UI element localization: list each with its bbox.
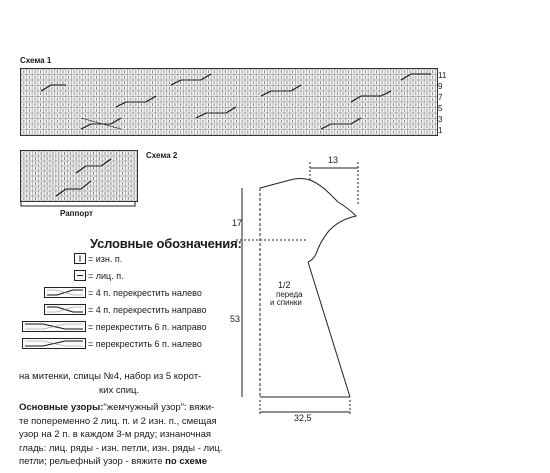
legend-item-label: = лиц. п.: [88, 270, 124, 281]
text-bold: по схеме: [165, 456, 208, 467]
dimension-width: 32,5: [294, 413, 312, 423]
armhole-curve: [308, 180, 356, 262]
text-line: ких спиц.: [99, 384, 140, 396]
knit-symbol-icon: [74, 270, 86, 281]
text-line: узор на 2 п. в каждом 3-м ряду; изнаночная: [19, 429, 212, 440]
dimension-top: 13: [328, 155, 339, 165]
legend-item-label: = 4 п. перекрестить направо: [88, 304, 207, 315]
purl-symbol-icon: [74, 253, 86, 264]
text-line: [19, 401, 229, 415]
scheme2-title: Схема 2: [146, 151, 178, 160]
row-number: 5: [438, 104, 443, 113]
legend-item-label: = перекрестить 6 п. налево: [88, 338, 202, 349]
legend-item-label: = перекрестить 6 п. направо: [88, 321, 207, 332]
cable-4-left-icon: [44, 287, 86, 298]
legend-item-cross-4-right: [44, 304, 206, 315]
legend-item-cross-4-left: [44, 287, 202, 298]
scheme2-grid-svg: [21, 151, 137, 201]
legend-item-label: = изн. п.: [88, 253, 123, 264]
cable-6-right-icon: [22, 321, 86, 332]
row-number: 11: [438, 71, 447, 80]
text-line: [19, 455, 229, 469]
dimension-length: 53: [230, 314, 241, 324]
cable-6-left-icon: [22, 338, 86, 349]
text-span: "жемчужный узор": вяжи-: [103, 402, 215, 413]
side-seam: [308, 262, 350, 397]
garment-pattern-diagram: [228, 150, 398, 420]
piece-label-front: переда: [276, 290, 303, 299]
scheme1-grid-svg: [21, 69, 437, 135]
legend-item-cross-6-right: [22, 321, 206, 332]
scheme2-chart: [20, 150, 138, 202]
text-span: петли; рельефный узор - вяжите: [19, 456, 163, 467]
scheme1-chart: [20, 68, 438, 136]
legend-item-cross-6-left: [22, 338, 202, 349]
legend-item-purl: [74, 253, 122, 264]
legend-item-knit: [74, 270, 124, 281]
scheme1-row-numbers: [438, 72, 450, 138]
text-bold: Основные узоры:: [19, 402, 104, 413]
text-line: гладь: лиц. ряды - изн. петли, изн. ряды - лиц.: [19, 442, 223, 454]
legend-title: Условные обозначения:: [90, 236, 242, 251]
row-number: 9: [438, 82, 443, 91]
row-number: 7: [438, 93, 443, 102]
legend-item-label: = 4 п. перекрестить налево: [88, 287, 202, 298]
row-number: 1: [438, 126, 443, 135]
row-number: 3: [438, 115, 443, 124]
piece-label-back: и спинки: [270, 298, 302, 307]
shoulder-line: [260, 179, 310, 189]
piece-label-fraction: 1/2: [278, 280, 291, 290]
text-line: на митенки, спицы №4, набор из 5 корот-: [19, 371, 202, 382]
rapport-label: Раппорт: [60, 209, 93, 218]
instruction-text: [19, 370, 229, 469]
scheme1-title: Схема 1: [20, 56, 52, 65]
cable-4-right-icon: [44, 304, 86, 315]
dimension-armhole: 17: [232, 218, 243, 228]
text-line: те попеременно 2 лиц. п. и 2 изн. п., смещая: [19, 415, 217, 427]
